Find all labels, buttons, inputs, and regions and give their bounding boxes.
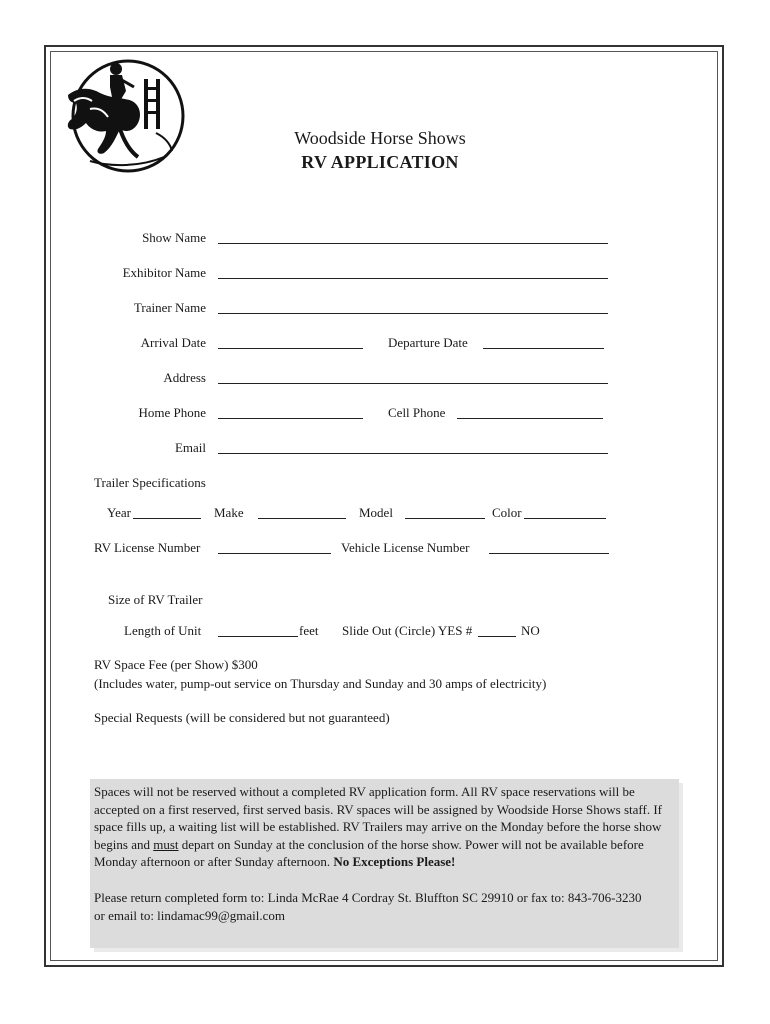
exhibitor-name-field[interactable] — [218, 278, 608, 279]
policy-text-part-1: Spaces will not be reserved without a completed RV application form. All RV space reservations will be accepted on a first reserved, first served basis. RV spaces will be assigned by Woodside Horse Shows staff. If space fills up, a waiting list will be established. RV Trailers may arrive on the Monday before the horse show begins and — [94, 784, 662, 852]
trainer-name-field[interactable] — [218, 313, 608, 314]
show-name-field[interactable] — [218, 243, 608, 244]
make-field[interactable] — [258, 518, 346, 519]
arrival-date-field[interactable] — [218, 348, 363, 349]
no-exceptions-text: No Exceptions Please! — [333, 854, 456, 870]
reservation-policy-text — [94, 783, 676, 871]
return-address-line: Please return completed form to: Linda McRae 4 Cordray St. Bluffton SC 29910 or fax to: 843-706-3230 — [94, 890, 642, 905]
vehicle-license-label: Vehicle License Number — [341, 540, 470, 555]
policy-must-emphasis: must — [153, 836, 179, 852]
trainer-name-label: Trainer Name — [133, 300, 206, 315]
departure-date-field[interactable] — [483, 348, 604, 349]
slide-out-label: Slide Out (Circle) YES # — [342, 623, 473, 638]
vehicle-license-field[interactable] — [489, 553, 609, 554]
cell-phone-label: Cell Phone — [388, 405, 446, 420]
length-of-unit-field[interactable] — [218, 636, 298, 637]
special-requests-label: Special Requests (will be considered but not guaranteed) — [94, 710, 390, 725]
slide-out-count-field[interactable] — [478, 636, 516, 637]
size-of-rv-trailer-heading: Size of RV Trailer — [108, 592, 203, 607]
return-instructions — [94, 889, 676, 924]
rv-license-field[interactable] — [218, 553, 331, 554]
year-label: Year — [107, 505, 131, 520]
address-label: Address — [163, 370, 206, 385]
home-phone-label: Home Phone — [138, 405, 206, 420]
length-of-unit-label: Length of Unit — [124, 623, 202, 638]
form-title: RV APPLICATION — [301, 152, 459, 172]
horse-show-logo-icon — [60, 57, 186, 175]
organization-title: Woodside Horse Shows — [294, 128, 466, 148]
arrival-date-label: Arrival Date — [140, 335, 206, 350]
trailer-specifications-heading: Trailer Specifications — [94, 475, 206, 490]
model-field[interactable] — [405, 518, 485, 519]
email-field[interactable] — [218, 453, 608, 454]
fee-inclusions: (Includes water, pump-out service on Thursday and Sunday and 30 amps of electricity) — [94, 676, 547, 691]
policy-text-part-2: depart on Sunday at the conclusion of the horse show. Power will not be available before Monday afternoon or after Sunday afternoon. — [94, 836, 644, 870]
feet-unit-label: feet — [299, 623, 319, 638]
show-name-label: Show Name — [142, 230, 206, 245]
model-label: Model — [359, 505, 393, 520]
rv-space-fee: RV Space Fee (per Show) $300 — [94, 657, 258, 672]
departure-date-label: Departure Date — [388, 335, 468, 350]
reservation-notice-box — [90, 779, 679, 948]
rv-license-label: RV License Number — [94, 540, 201, 555]
slide-out-no-option[interactable]: NO — [521, 623, 540, 638]
email-label: Email — [174, 440, 206, 455]
home-phone-field[interactable] — [218, 418, 363, 419]
exhibitor-name-label: Exhibitor Name — [122, 265, 206, 280]
year-field[interactable] — [133, 518, 201, 519]
color-label: Color — [492, 505, 522, 520]
address-field[interactable] — [218, 383, 608, 384]
cell-phone-field[interactable] — [457, 418, 603, 419]
make-label: Make — [214, 505, 244, 520]
color-field[interactable] — [524, 518, 606, 519]
return-email-line: or email to: lindamac99@gmail.com — [94, 907, 286, 923]
